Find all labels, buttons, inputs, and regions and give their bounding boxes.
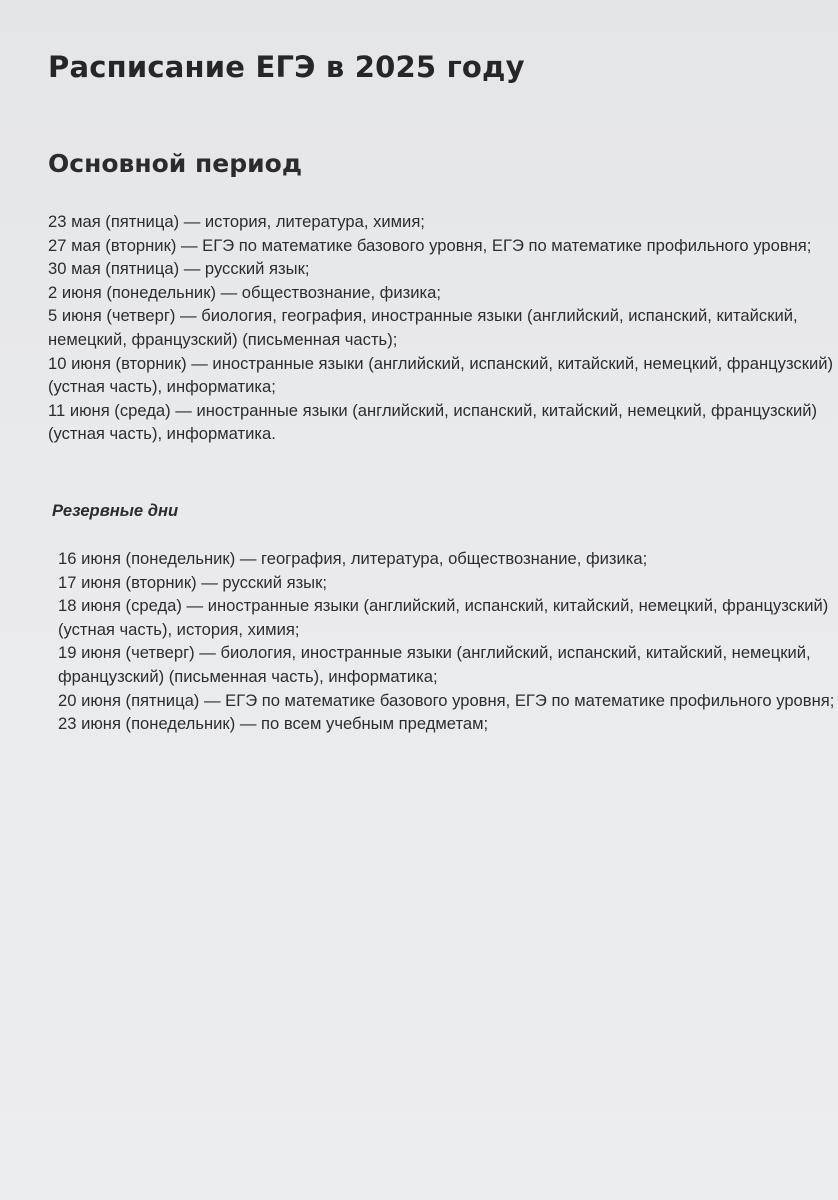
reserve-days-title: Резервные дни — [52, 501, 179, 520]
list-item: 16 июня (понедельник) — география, литература, обществознание, физика; — [58, 549, 648, 568]
list-item: 10 июня (вторник) — иностранные языки (английский, испанский, китайский, немецкий, французский) (устная часть), информатика; — [48, 353, 834, 397]
reserve-days-list — [58, 547, 838, 736]
main-period-list — [48, 210, 838, 446]
list-item: 23 мая (пятница) — история, литература, химия; — [48, 212, 425, 231]
list-item: 11 июня (среда) — иностранные языки (английский, испанский, китайский, немецкий, французский) (устная часть), информатика. — [48, 400, 818, 444]
list-item: 2 июня (понедельник) — обществознание, физика; — [48, 282, 441, 302]
document-title: Расписание ЕГЭ в 2025 году — [48, 50, 525, 84]
list-item: 23 июня (понедельник) — по всем учебным предметам; — [58, 714, 489, 734]
list-item: 27 мая (вторник) — ЕГЭ по математике базового уровня, ЕГЭ по математике профильного уровня; — [48, 235, 812, 255]
list-item: 18 июня (среда) — иностранные языки (английский, испанский, китайский, немецкий, французский) (устная часть), история, химия; — [58, 596, 829, 639]
list-item: 20 июня (пятница) — ЕГЭ по математике базового уровня, ЕГЭ по математике профильного уровня; — [58, 690, 835, 710]
list-item: 17 июня (вторник) — русский язык; — [58, 572, 327, 592]
list-item: 19 июня (четверг) — биология, иностранные языки (английский, испанский, китайский, немецкий, французский) (письменная часть), информатика; — [58, 643, 811, 686]
list-item: 5 июня (четверг) — биология, география, иностранные языки (английский, испанский, китайский, немецкий, французский) (письменная часть); — [48, 306, 798, 349]
list-item: 30 мая (пятница) — русский язык; — [48, 259, 310, 279]
main-period-title: Основной период — [48, 149, 303, 178]
